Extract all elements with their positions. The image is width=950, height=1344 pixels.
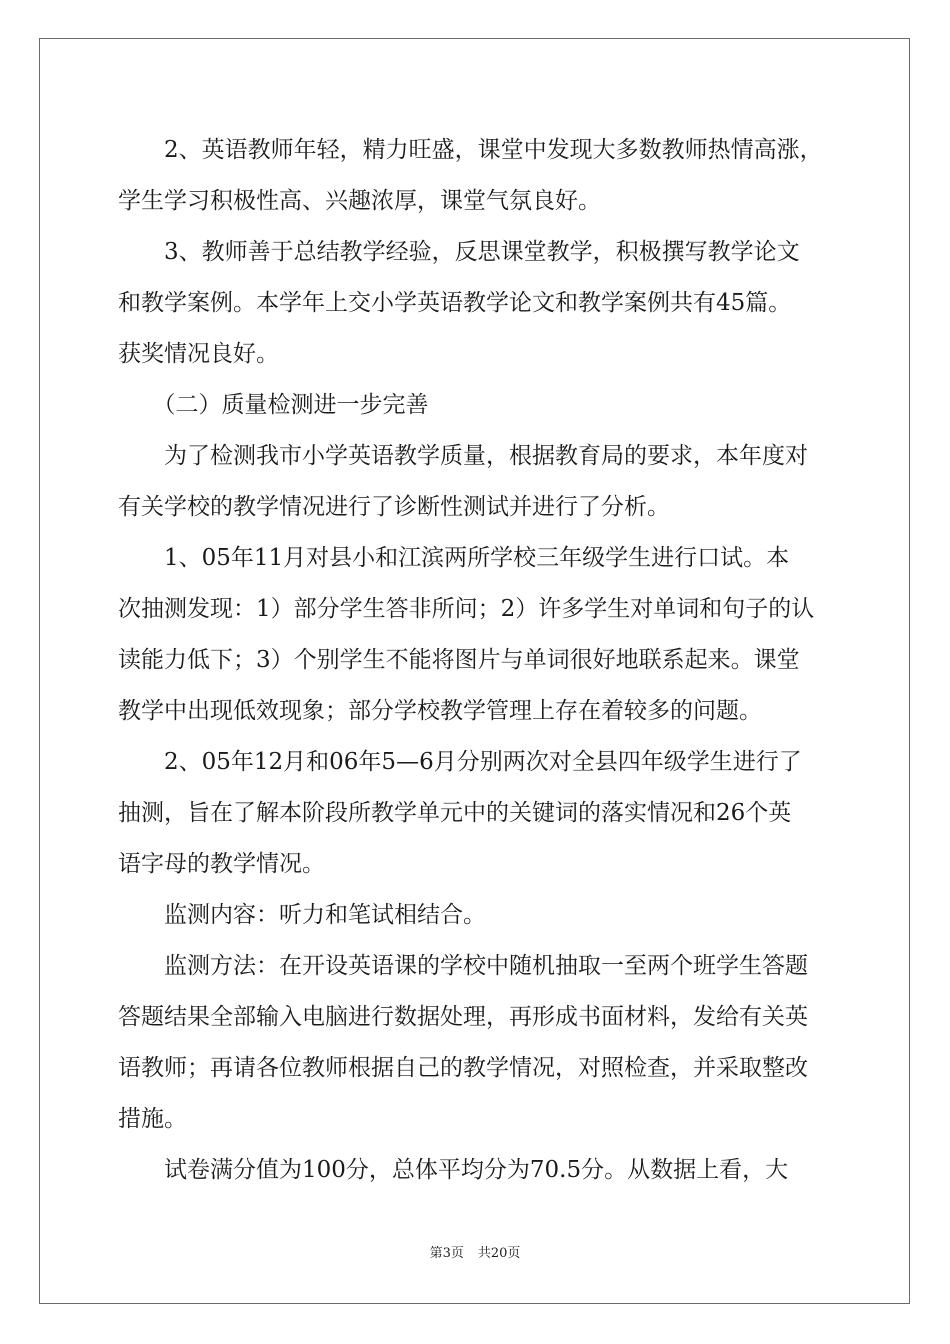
text-line: 答题结果全部输入电脑进行数据处理，再形成书面材料，发给有关英: [118, 1004, 808, 1030]
text-line: 为了检测我市小学英语教学质量，根据教育局的要求，本年度对: [118, 443, 808, 469]
text-line: 2、05年12月和06年5—6月分别两次对全县四年级学生进行了: [118, 749, 802, 775]
page-footer: [0, 1242, 950, 1261]
text-line: 1、05年11月对县小和江滨两所学校三年级学生进行口试。本: [118, 545, 790, 571]
text-line: 次抽测发现：1）部分学生答非所问；2）许多学生对单词和句子的认: [118, 596, 815, 622]
text-line: 读能力低下；3）个别学生不能将图片与单词很好地联系起来。课堂: [118, 647, 800, 673]
text-line: 有关学校的教学情况进行了诊断性测试并进行了分析。: [118, 494, 670, 520]
text-line: 和教学案例。本学年上交小学英语教学论文和教学案例共有45篇。: [118, 290, 792, 316]
text-line: 2、英语教师年轻，精力旺盛，课堂中发现大多数教师热情高涨，: [118, 137, 823, 163]
text-line: 语教师；再请各位教师根据自己的教学情况，对照检查，并采取整改: [118, 1055, 808, 1081]
text-line: 语字母的教学情况。: [118, 851, 325, 877]
section-heading: （二）质量检测进一步完善: [118, 392, 429, 418]
page-number: 第3页: [429, 1246, 464, 1261]
text-line: 监测方法：在开设英语课的学校中随机抽取一至两个班学生答题: [118, 953, 808, 979]
text-line: 试卷满分值为100分，总体平均分为70.5分。从数据上看，大: [118, 1157, 789, 1183]
text-line: 学生学习积极性高、兴趣浓厚，课堂气氛良好。: [118, 188, 601, 214]
text-line: 监测内容：听力和笔试相结合。: [118, 902, 486, 928]
page-total: 共20页: [477, 1246, 521, 1261]
text-line: 获奖情况良好。: [118, 341, 279, 367]
document-body: [118, 125, 838, 1196]
text-line: 抽测，旨在了解本阶段所教学单元中的关键词的落实情况和26个英: [118, 800, 792, 826]
text-line: 措施。: [118, 1106, 187, 1132]
text-line: 教学中出现低效现象；部分学校教学管理上存在着较多的问题。: [118, 698, 762, 724]
text-line: 3、教师善于总结教学经验，反思课堂教学，积极撰写教学论文: [118, 239, 800, 265]
